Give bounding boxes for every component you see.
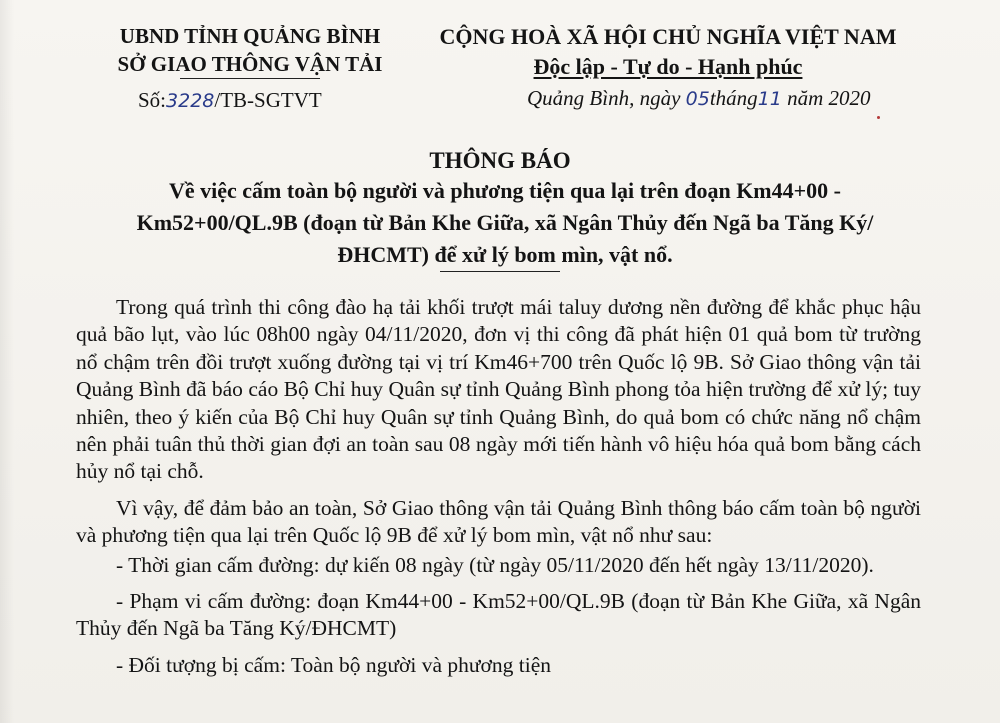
agency-name: SỞ GIAO THÔNG VẬN TẢI: [117, 52, 383, 76]
date-month-label: tháng: [709, 86, 758, 110]
doc-number-prefix: Số:: [138, 88, 167, 112]
document-subject: Về việc cấm toàn bộ người và phương tiện qua lại trên đoạn Km44+00 - Km52+00/QL.9B (đoạn từ Bản Khe Giữa, xã Ngân Thủy đến Ngã ba Tăng Ký/ĐHCMT) để xử lý bom mìn, vật nổ.: [136, 178, 874, 267]
document-number: [138, 88, 322, 113]
document-body: [76, 294, 921, 688]
national-motto: Độc lập - Tự do - Hạnh phúc: [533, 54, 803, 79]
document-title: THÔNG BÁO: [429, 148, 571, 173]
ink-dot: [877, 116, 880, 119]
national-title: CỘNG HOÀ XÃ HỘI CHỦ NGHĨA VIỆT NAM: [439, 24, 897, 49]
issuing-agency-block: [70, 22, 430, 79]
date-day-handwritten: 05: [685, 88, 710, 110]
national-header-block: [418, 22, 918, 82]
document-date: [527, 86, 871, 111]
body-item-duration: - Thời gian cấm đường: dự kiến 08 ngày (từ ngày 05/11/2020 đến hết ngày 13/11/2020).: [116, 552, 874, 577]
date-month-handwritten: 11: [757, 88, 782, 110]
agency-underline: [180, 78, 320, 79]
doc-number-suffix: /TB-SGTVT: [214, 88, 322, 112]
date-place: Quảng Bình, ngày: [527, 86, 681, 110]
agency-parent: UBND TỈNH QUẢNG BÌNH: [119, 24, 381, 48]
doc-number-handwritten: 3228: [166, 90, 215, 112]
page-edge-shadow: [0, 0, 14, 723]
body-item-scope: - Phạm vi cấm đường: đoạn Km44+00 - Km52+00/QL.9B (đoạn từ Bản Khe Giữa, xã Ngân Thủy đến Ngã ba Tăng Ký/ĐHCMT): [76, 589, 921, 641]
body-paragraph-2: Vì vậy, để đảm bảo an toàn, Sở Giao thông vận tải Quảng Bình thông báo cấm toàn bộ người và phương tiện qua lại trên Quốc lộ 9B để xử lý bom mìn, vật nổ như sau:: [76, 495, 921, 548]
body-paragraph-1: Trong quá trình thi công đào hạ tải khối trượt mái taluy dương nền đường để khắc phục hậu quả bão lụt, vào lúc 08h00 ngày 04/11/2020, đơn vị thi công đã phát hiện 01 quả bom từ trường nổ chậm trên đồi trượt xuống đường tại vị trí Km46+700 trên Quốc lộ 9B. Sở Giao thông vận tải Quảng Bình đã báo cáo Bộ Chỉ huy Quân sự tỉnh Quảng Bình phong tỏa hiện trường để xử lý; tuy nhiên, theo ý kiến của Bộ Chỉ huy Quân sự tỉnh Quảng Bình, do quả bom có chức năng nổ chậm nên phải tuân thủ thời gian đợi an toàn sau 08 ngày mới tiến hành vô hiệu hóa quả bom bằng cách hủy nổ tại chỗ.: [76, 295, 921, 484]
date-year: năm 2020: [787, 86, 871, 110]
body-item-subjects: - Đối tượng bị cấm: Toàn bộ người và phương tiện: [116, 652, 551, 677]
subject-underline: [440, 271, 560, 272]
